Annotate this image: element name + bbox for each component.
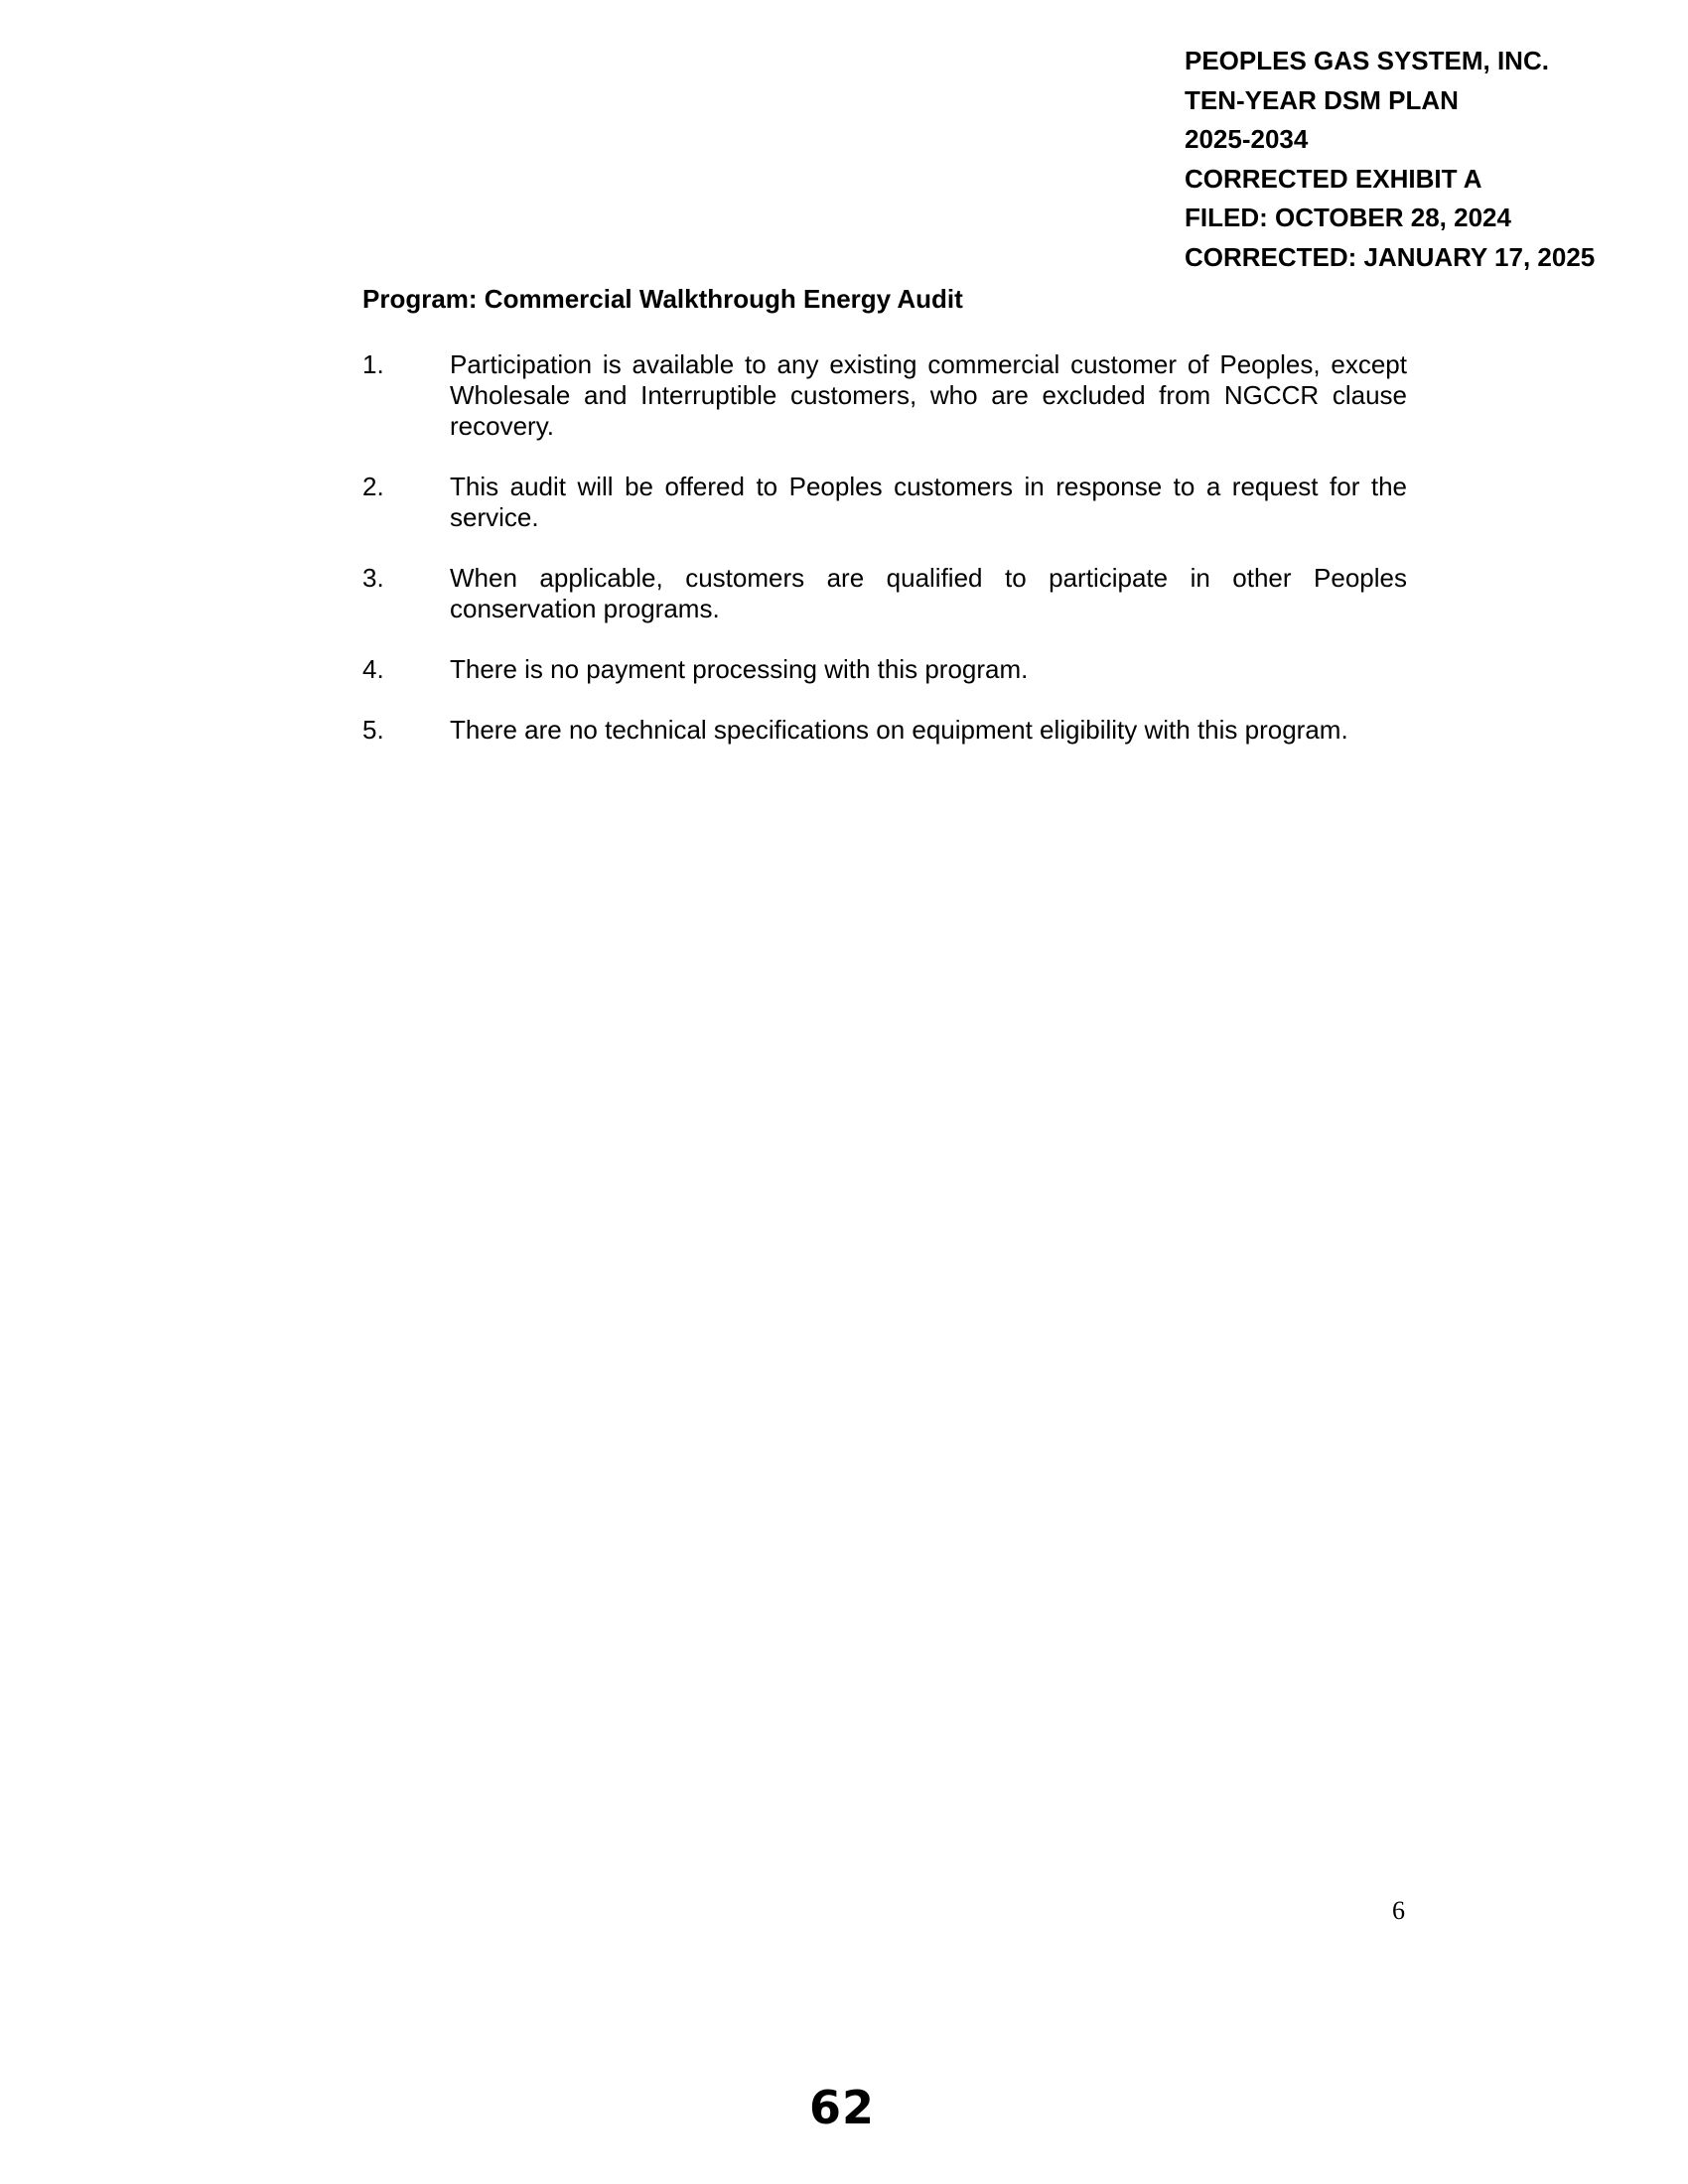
list-item-number: 3.	[362, 563, 384, 593]
document-header	[1185, 42, 1661, 277]
program-title: Program: Commercial Walkthrough Energy Audit	[362, 284, 963, 314]
list-item-text: There is no payment processing with this program.	[450, 654, 1029, 684]
list-item-number: 4.	[362, 654, 384, 684]
list-item	[362, 349, 1407, 442]
stamped-page-number: 62	[809, 2081, 876, 2134]
list-item-number: 5.	[362, 715, 384, 745]
list-item-number: 2.	[362, 472, 384, 501]
document-page-number: 6	[1392, 1896, 1405, 1925]
program-requirements-list	[362, 349, 1407, 775]
header-plan: TEN-YEAR DSM PLAN	[1185, 84, 1459, 115]
list-item	[362, 472, 1407, 533]
list-item-text: This audit will be offered to Peoples customers in response to a request for the service.	[450, 472, 1407, 532]
header-corrected-date: CORRECTED: JANUARY 17, 2025	[1185, 241, 1596, 272]
header-years: 2025-2034	[1185, 124, 1309, 154]
header-filed-date: FILED: OCTOBER 28, 2024	[1185, 203, 1511, 232]
list-item	[362, 715, 1407, 746]
header-company: PEOPLES GAS SYSTEM, INC.	[1185, 46, 1549, 75]
list-item-number: 1.	[362, 349, 384, 379]
list-item	[362, 654, 1407, 685]
list-item-text: Participation is available to any existing commercial customer of Peoples, except Wholesale and Interruptible customers, who are excluded from NGCCR clause recovery.	[450, 349, 1407, 441]
list-item-text: There are no technical specifications on equipment eligibility with this program.	[450, 715, 1348, 745]
list-item	[362, 563, 1407, 624]
list-item-text: When applicable, customers are qualified to participate in other Peoples conservation programs.	[450, 563, 1407, 623]
header-exhibit: CORRECTED EXHIBIT A	[1185, 163, 1482, 194]
